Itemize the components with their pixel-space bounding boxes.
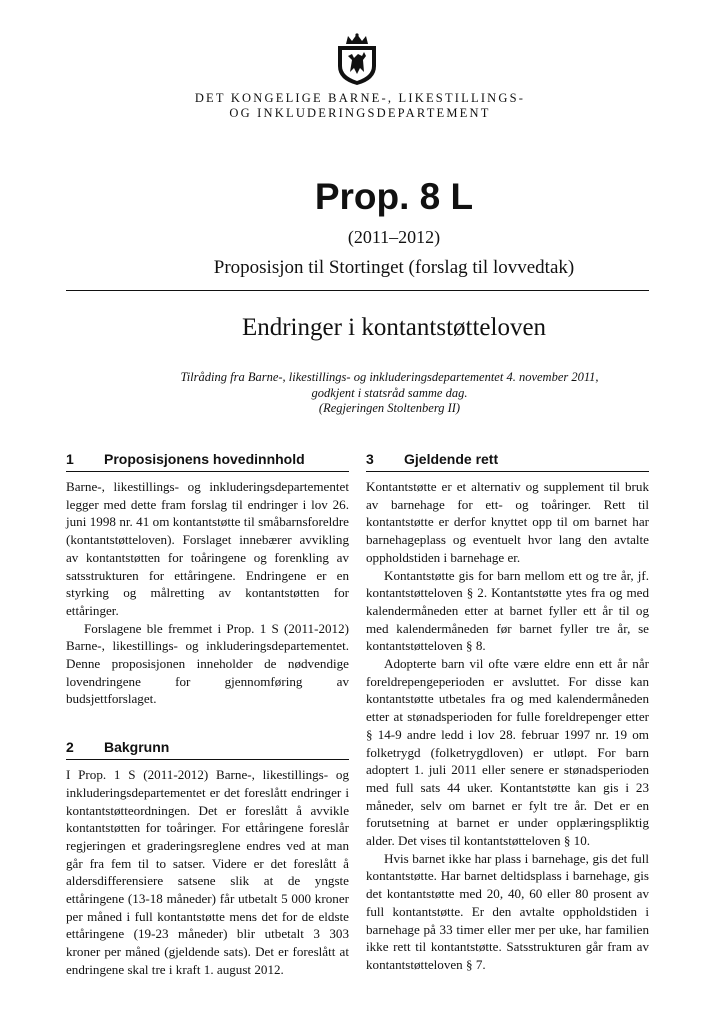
paragraph: Kontantstøtte er et alternativ og supplement til bruk av barnehage for ett- og toåringer. Rett til kontantstøtte er derfor knyttet opp til om barnet har barnehageplass og eventuelt hvor lang den avtalte oppholdstiden i barnehage er. [366, 479, 649, 565]
section-2-heading [66, 738, 349, 760]
section-title: Bakgrunn [104, 739, 170, 756]
paragraph: Forslagene ble fremmet i Prop. 1 S (2011-2012) Barne-, likestillings- og inkluderingsdepartementet. Denne proposisjonen inneholder de nødvendige lovendringene for gjennomføring av budsjettforslaget. [66, 620, 349, 707]
approval-note [66, 370, 649, 417]
approval-line1: Tilråding fra Barne-, likestillings- og inkluderingsdepartementet 4. november 2011, [180, 370, 599, 384]
coat-of-arms-icon [332, 32, 382, 86]
document-title: Endringer i kontantstøtteloven [241, 314, 547, 341]
ministry-name-line2: OG INKLUDERINGSDEPARTEMENT [229, 106, 491, 120]
right-column [366, 450, 649, 974]
section-number: 3 [366, 451, 374, 467]
paragraph: Hvis barnet ikke har plass i barnehage, gis det full kontantstøtte. Har barnet deltidsplass i barnehage, gis det kontantstøtte med 20, 40, 60 eller 80 prosent av full kontantstøtte. Er den avtalte oppholdstiden i barnehage på 33 timer eller mer per uke, har familien ikke rett til kontantstøtte. Satsstrukturen går fram av kontantstøtteloven § 7. [366, 850, 649, 972]
ministry-name-line1: DET KONGELIGE BARNE-, LIKESTILLINGS- [194, 91, 526, 105]
proposition-subtitle: Proposisjon til Stortinget (forslag til lovvedtak) [213, 257, 575, 278]
proposition-number: Prop. 8 L [314, 176, 474, 217]
section-number: 1 [66, 451, 74, 467]
paragraph: Barne-, likestillings- og inkluderingsdepartementet legger med dette fram forslag til endringer i lov 26. juni 1998 nr. 41 om kontantstøtte til småbarnsforeldre (kontantstøtteloven). Forslaget innebærer avvikling av kontantstøtten for toåringene og forenkling av satsstrukturen for ettåringene. Endringene er en styrking og målretting av kontantstøtten for ettåringer. [66, 479, 349, 618]
section-title: Gjeldende rett [404, 451, 499, 467]
approval-line3: (Regjeringen Stoltenberg II) [318, 401, 461, 415]
title-divider [66, 290, 649, 291]
section-title: Proposisjonens hovedinnhold [104, 451, 305, 467]
approval-line2: godkjent i statsråd samme dag. [311, 385, 468, 400]
section-number: 2 [66, 739, 74, 756]
paragraph: I Prop. 1 S (2011-2012) Barne-, likestillings- og inkluderingsdepartementet er det foreslått endringer i kontantstøtteordningen. Det er foreslått å avvikle kontantstøtten for toåringer. For ettåringene foreslår regjeringen et graderingsreglene endres ved at man går fra fem til to satser. Videre er det foreslått å aldersdifferensiere satsene slik at de yngste ettåringene (13-18 måneder) får utbetalt 5 000 kroner per måned i full kontantstøtte mens det for de eldste ettåringene (19-23 måneder) blir utbetalt 3 303 kroner per måned (gjeldende sats). Det er foreslått at endringene skal tre i kraft 1. august 2012. [66, 767, 349, 977]
paragraph: Adopterte barn vil ofte være eldre enn ett år når foreldrepengeperioden er avsluttet. For disse kan kontantstøtte utbetales fra og med kalendermåneden etter at stønadsperioden for fulle foreldrepenger etter § 14-9 andre ledd i lov 28. februar 1997 nr. 19 om folketrygd (folketrygdloven) er utløpt. For barn adoptert 1. juli 2011 eller senere er stønadsperioden med full sats 44 uker. Kontantstøtte kan gis i 23 måneder, selv om barnet er fylt tre år. Det er en forutsetning at barnet er under opplæringspliktig alder. Det vises til kontantstøtteloven § 10. [366, 656, 649, 849]
section-1-heading [66, 450, 349, 472]
section-3-heading [366, 450, 649, 472]
session-years: (2011–2012) [347, 227, 441, 247]
left-column [66, 450, 349, 979]
paragraph: Kontantstøtte gis for barn mellom ett og tre år, jf. kontantstøtteloven § 2. Kontantstøtte ytes fra og med kalendermåneden etter at barnet fyller ett år til og med kalendermåneden før barnet fyller tre år, se kontantstøtteloven § 8. [366, 567, 649, 654]
